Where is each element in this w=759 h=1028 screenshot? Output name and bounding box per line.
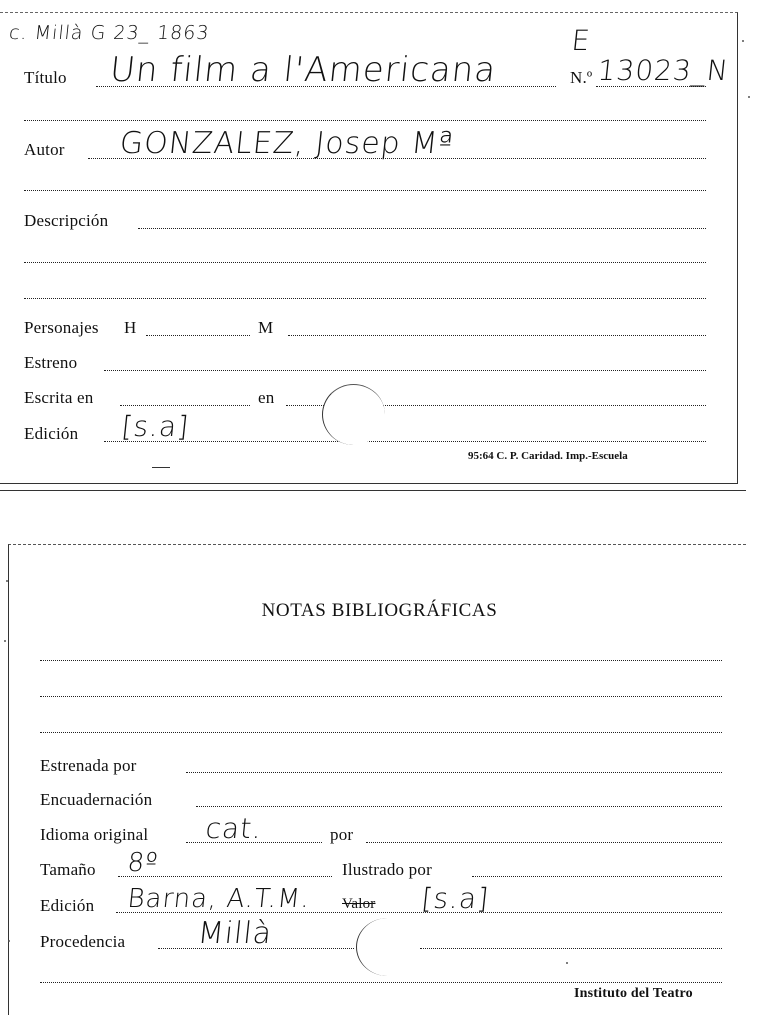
titulo-line-2 [24,120,706,121]
m-line [288,335,706,336]
scan-speck [742,40,744,42]
en-label: en [258,388,275,407]
valor-label: Valor [342,896,376,912]
idioma-value: cat. [204,812,264,845]
procedencia-value: Millà [196,916,274,951]
estrenada-label: Estrenada por [40,756,137,775]
edicion-value-2: Barna, A.T.M. [126,884,312,914]
ilustrado-line [472,876,722,877]
m-label: M [258,318,274,337]
estreno-line [104,370,706,371]
h-label: H [124,318,137,337]
scan-speck [4,640,6,642]
estreno-label: Estreno [24,353,78,372]
escrita-line [120,405,250,406]
margin-note: c. Millà G 23_ 1863 [8,22,211,44]
bottom-line [40,982,722,983]
h-line [146,335,250,336]
card-shadow-edge [0,490,746,491]
notes-line-2 [40,696,722,697]
printer-imprint: 95:64 C. P. Caridad. Imp.-Escuela [468,450,628,462]
scan-speck [566,962,568,964]
titulo-label: Título [24,68,67,87]
tamano-label: Tamaño [40,860,96,879]
por-line [366,842,722,843]
por-label: por [330,825,354,844]
descripcion-line-3 [24,298,706,299]
escrita-label: Escrita en [24,388,94,407]
numero-label: N.º [570,68,593,87]
scan-speck [748,96,750,98]
scan-speck [8,940,10,942]
estrenada-line [186,772,722,773]
autor-line-2 [24,190,706,191]
edicion-label-2: Edición [40,896,95,915]
ilustrado-label: Ilustrado por [342,860,432,879]
titulo-value: Un film a l'Americana [108,50,499,90]
procedencia-label: Procedencia [40,932,126,951]
notes-line-3 [40,732,722,733]
encuadernacion-label: Encuadernación [40,790,153,809]
corner-mark: E [570,24,593,57]
edicion-label: Edición [24,424,79,443]
encuadernacion-line [196,806,722,807]
tamano-value: 8º [126,848,160,878]
punch-hole [322,384,385,445]
descripcion-line [138,228,706,229]
notes-heading: NOTAS BIBLIOGRÁFICAS [261,600,498,621]
idioma-label: Idioma original [40,825,149,844]
notes-line-1 [40,660,722,661]
edicion-line [104,441,706,442]
descripcion-line-2 [24,262,706,263]
autor-value: GONZALEZ, Josep Mª [118,126,456,161]
autor-label: Autor [24,140,65,159]
descripcion-label: Descripción [24,211,109,230]
small-dash [152,467,170,468]
procedencia-line-b [420,948,722,949]
numero-value: 13023_N [596,54,731,87]
punch-hole-2 [356,918,419,976]
personajes-label: Personajes [24,318,99,337]
valor-value: [s.a] [420,882,491,915]
edicion-value: [s.a] [120,410,191,443]
scan-speck [6,580,8,582]
institute-footer: Instituto del Teatro [574,986,693,1001]
